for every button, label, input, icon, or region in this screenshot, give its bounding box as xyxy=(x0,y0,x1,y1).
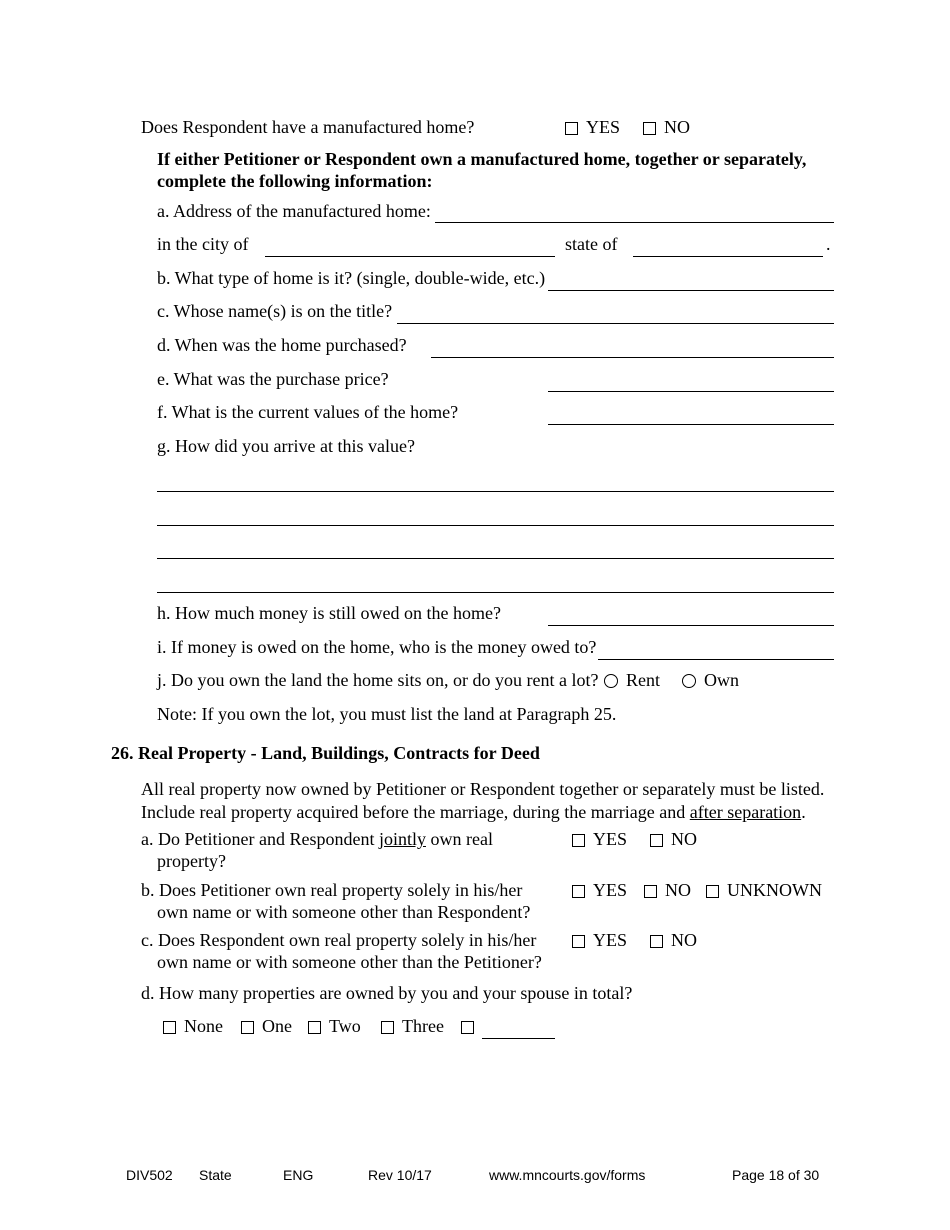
footer-page-number: Page 18 of 30 xyxy=(732,1167,820,1183)
own-label: Own xyxy=(704,670,739,690)
own-radio[interactable] xyxy=(682,674,696,688)
rp-a-no-label: NO xyxy=(671,829,697,849)
rp-question-a: a. Do Petitioner and Respondent jointly own real xyxy=(141,829,493,849)
mh-yes-label: YES xyxy=(586,117,621,137)
count-other-checkbox[interactable] xyxy=(461,1021,474,1034)
rp-b-no-label: NO xyxy=(665,880,691,900)
value-method-line-4[interactable] xyxy=(157,592,834,593)
title-names-field[interactable] xyxy=(397,323,834,324)
city-label: in the city of xyxy=(157,234,249,254)
rp-c-yes-label: YES xyxy=(593,930,628,950)
state-field[interactable] xyxy=(633,256,823,257)
count-two-checkbox[interactable] xyxy=(308,1021,321,1034)
value-method-label: g. How did you arrive at this value? xyxy=(157,436,415,456)
section-26-heading: 26. Real Property - Land, Buildings, Contracts for Deed xyxy=(111,743,540,763)
rp-b-no-checkbox[interactable] xyxy=(644,885,657,898)
owed-to-field[interactable] xyxy=(598,659,834,660)
footer-revision: Rev 10/17 xyxy=(368,1167,432,1183)
home-type-label: b. What type of home is it? (single, double-wide, etc.) xyxy=(157,268,546,288)
rp-a-yes-checkbox[interactable] xyxy=(572,834,585,847)
rp-c-yes-checkbox[interactable] xyxy=(572,935,585,948)
rp-question-b-line-2: own name or with someone other than Respondent? xyxy=(157,902,531,922)
purchase-date-field[interactable] xyxy=(431,357,834,358)
mh-no-label: NO xyxy=(664,117,690,137)
rp-intro-line-1: All real property now owned by Petitioner or Respondent together or separately must be listed. xyxy=(141,779,825,799)
state-period: . xyxy=(826,234,831,254)
rent-label: Rent xyxy=(626,670,660,690)
count-three-label: Three xyxy=(402,1016,444,1036)
purchase-date-label: d. When was the home purchased? xyxy=(157,335,407,355)
rent-radio[interactable] xyxy=(604,674,618,688)
value-method-line-3[interactable] xyxy=(157,558,834,559)
rp-question-b: b. Does Petitioner own real property solely in his/her xyxy=(141,880,523,900)
current-value-label: f. What is the current values of the home? xyxy=(157,402,459,422)
lot-note: Note: If you own the lot, you must list the land at Paragraph 25. xyxy=(157,704,617,724)
city-field[interactable] xyxy=(265,256,555,257)
address-field[interactable] xyxy=(435,222,834,223)
value-method-line-2[interactable] xyxy=(157,525,834,526)
count-none-label: None xyxy=(184,1016,223,1036)
money-owed-label: h. How much money is still owed on the home? xyxy=(157,603,501,623)
money-owed-field[interactable] xyxy=(548,625,834,626)
rp-question-c-line-2: own name or with someone other than the Petitioner? xyxy=(157,952,542,972)
rp-question-c: c. Does Respondent own real property solely in his/her xyxy=(141,930,537,950)
rp-intro-line-2: Include real property acquired before the marriage, during the marriage and after separation. xyxy=(141,802,806,822)
current-value-field[interactable] xyxy=(548,424,834,425)
state-label: state of xyxy=(565,234,618,254)
rp-a-no-checkbox[interactable] xyxy=(650,834,663,847)
footer-url[interactable]: www.mncourts.gov/forms xyxy=(489,1167,646,1183)
count-three-checkbox[interactable] xyxy=(381,1021,394,1034)
footer-state: State xyxy=(199,1167,232,1183)
count-other-field[interactable] xyxy=(482,1038,555,1039)
rp-c-no-checkbox[interactable] xyxy=(650,935,663,948)
mh-yes-checkbox[interactable] xyxy=(565,122,578,135)
count-two-label: Two xyxy=(329,1016,361,1036)
rp-b-unknown-checkbox[interactable] xyxy=(706,885,719,898)
rp-b-yes-label: YES xyxy=(593,880,628,900)
address-label: a. Address of the manufactured home: xyxy=(157,201,431,221)
purchase-price-field[interactable] xyxy=(548,391,834,392)
count-one-label: One xyxy=(262,1016,292,1036)
purchase-price-label: e. What was the purchase price? xyxy=(157,369,389,389)
value-method-line-1[interactable] xyxy=(157,491,834,492)
rp-b-yes-checkbox[interactable] xyxy=(572,885,585,898)
land-question: j. Do you own the land the home sits on, or do you rent a lot? xyxy=(157,670,599,690)
manufactured-home-question: Does Respondent have a manufactured home? xyxy=(141,117,475,137)
title-names-label: c. Whose name(s) is on the title? xyxy=(157,301,393,321)
owed-to-label: i. If money is owed on the home, who is the money owed to? xyxy=(157,637,597,657)
count-one-checkbox[interactable] xyxy=(241,1021,254,1034)
rp-c-no-label: NO xyxy=(671,930,697,950)
footer-language: ENG xyxy=(283,1167,314,1183)
rp-question-d: d. How many properties are owned by you and your spouse in total? xyxy=(141,983,633,1003)
rp-a-yes-label: YES xyxy=(593,829,628,849)
home-type-field[interactable] xyxy=(548,290,834,291)
footer-form-id: DIV502 xyxy=(126,1167,173,1183)
mh-no-checkbox[interactable] xyxy=(643,122,656,135)
rp-question-a-line-2: property? xyxy=(157,851,226,871)
instruction-line-2: complete the following information: xyxy=(157,171,433,191)
instruction-line-1: If either Petitioner or Respondent own a manufactured home, together or separately, xyxy=(157,149,807,169)
count-none-checkbox[interactable] xyxy=(163,1021,176,1034)
rp-b-unknown-label: UNKNOWN xyxy=(727,880,822,900)
